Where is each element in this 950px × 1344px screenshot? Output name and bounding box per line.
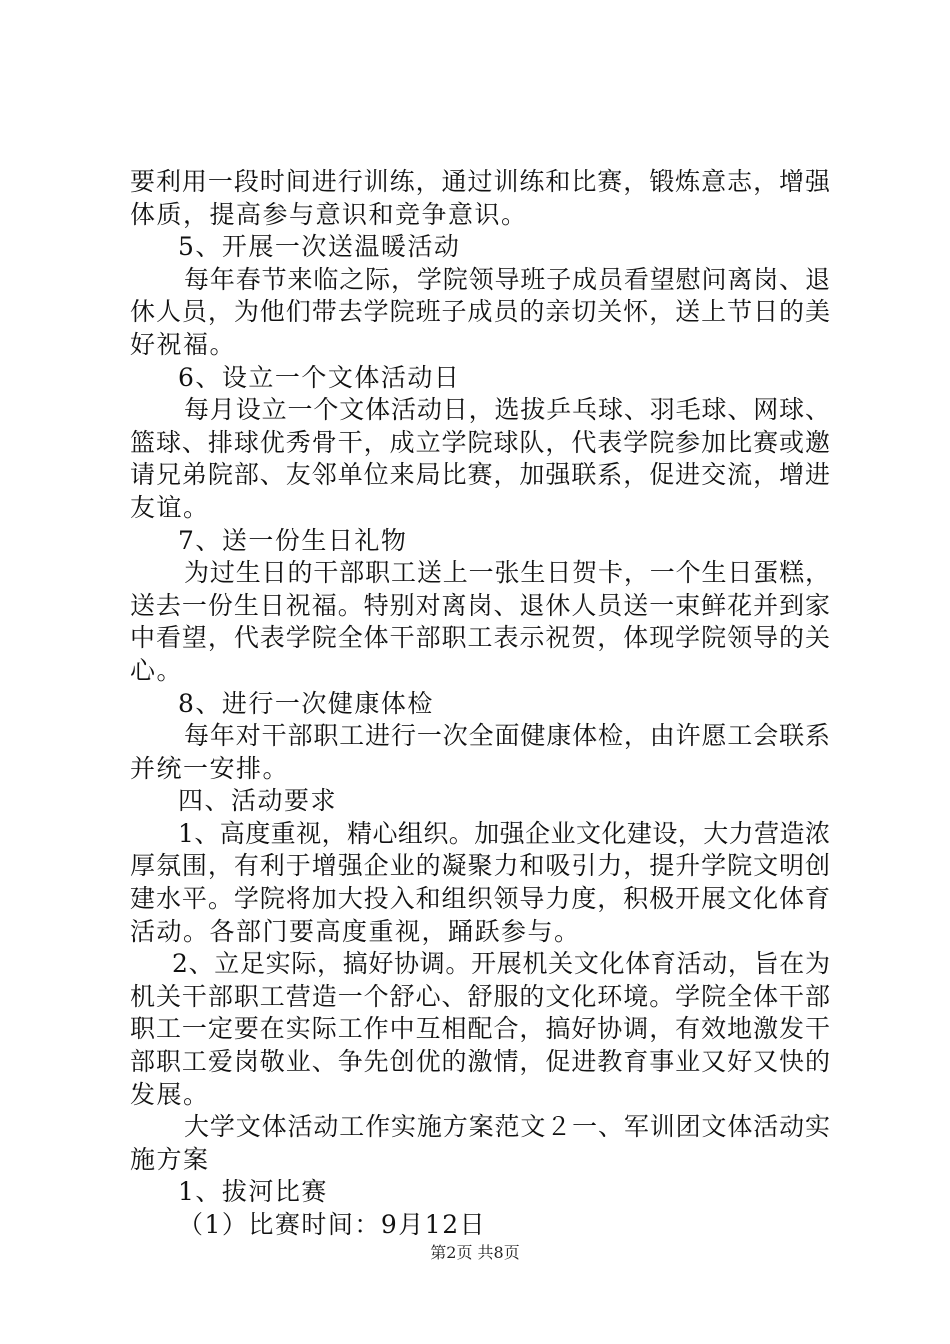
text-line: 活动。各部门要高度重视，踊跃参与。	[130, 916, 581, 946]
text-line: 要利用一段时间进行训练，通过训练和比赛，锻炼意志，增强	[130, 167, 830, 196]
text-line: 中看望，代表学院全体干部职工表示祝贺，体现学院领导的关	[130, 623, 830, 653]
section-heading: 8、进行一次健康体检	[178, 688, 434, 718]
section-heading: 5、开展一次送温暖活动	[178, 232, 461, 262]
section-heading: 7、送一份生日礼物	[178, 525, 408, 555]
text-line: 并统一安排。	[130, 753, 290, 783]
text-line: 大学文体活动工作实施方案范文２一、军训团文体活动实	[184, 1112, 830, 1142]
section-heading: 1、拔河比赛	[178, 1177, 328, 1207]
page-number-footer: 第2页 共8页	[430, 1243, 520, 1262]
text-line: 请兄弟院部、友邻单位来局比赛，加强联系，促进交流，增进	[130, 460, 830, 490]
text-line: 好祝福。	[130, 329, 237, 359]
section-heading: 四、活动要求	[178, 786, 338, 816]
text-line: 厚氛围，有利于增强企业的凝聚力和吸引力，提升学院文明创	[130, 851, 830, 881]
text-line: 建水平。学院将加大投入和组织领导力度，积极开展文化体育	[130, 884, 830, 914]
text-line: 部职工爱岗敬业、争先创优的激情，促进教育事业又好又快的	[130, 1047, 830, 1077]
text-line: 送去一份生日祝福。特别对离岗、退休人员送一束鲜花并到家	[130, 590, 830, 620]
text-line: 2、立足实际，搞好协调。开展机关文化体育活动，旨在为	[172, 949, 830, 979]
text-line: 体质，提高参与意识和竞争意识。	[130, 199, 528, 229]
text-line: 每年春节来临之际，学院领导班子成员看望慰问离岗、退	[184, 264, 830, 294]
text-line: 每年对干部职工进行一次全面健康体检，由许愿工会联系	[184, 721, 830, 751]
text-line: 为过生日的干部职工送上一张生日贺卡，一个生日蛋糕，	[184, 558, 830, 588]
text-line: 每月设立一个文体活动日，选拔乒乓球、羽毛球、网球、	[184, 395, 830, 425]
text-line: 施方案	[130, 1144, 210, 1174]
text-line: 篮球、排球优秀骨干，成立学院球队，代表学院参加比赛或邀	[130, 427, 830, 457]
text-line: 1、高度重视，精心组织。加强企业文化建设，大力营造浓	[178, 818, 830, 848]
document-body	[130, 166, 830, 1242]
text-line: 机关干部职工营造一个舒心、舒服的文化环境。学院全体干部	[130, 981, 830, 1011]
text-line: 心。	[130, 655, 184, 685]
text-line: （1）比赛时间：9月12日	[178, 1210, 487, 1239]
section-heading: 6、设立一个文体活动日	[178, 362, 461, 392]
text-line: 休人员，为他们带去学院班子成员的亲切关怀，送上节日的美	[130, 297, 830, 327]
text-line: 职工一定要在实际工作中互相配合，搞好协调，有效地激发干	[130, 1014, 830, 1044]
text-line: 发展。	[130, 1079, 210, 1109]
text-line: 友谊。	[130, 492, 210, 522]
